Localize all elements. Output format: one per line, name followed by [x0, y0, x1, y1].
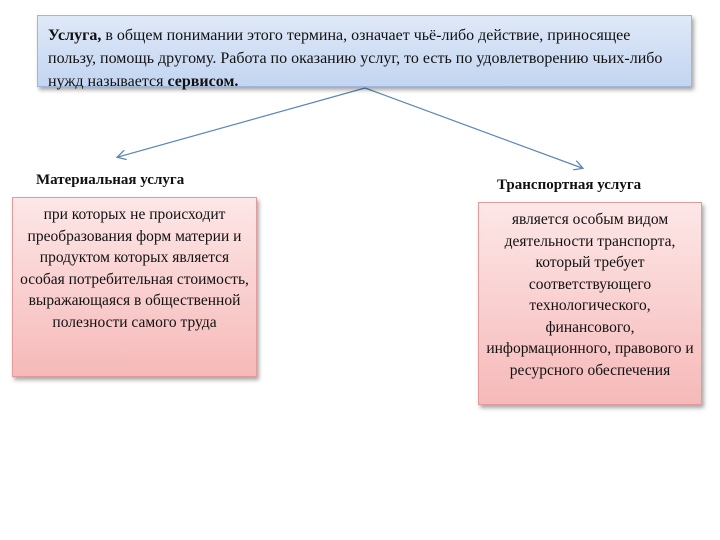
service-definition-box [37, 15, 692, 90]
material-service-box [12, 197, 257, 377]
definition-text: в общем понимании этого термина, означает чьё-либо действие, приносящее пользу, помощь другому. Работа по оказанию услуг, то есть по удовлетворению чьих-либо нужд называется [48, 27, 663, 90]
term-label: Услуга, [48, 27, 102, 44]
service-highlight: сервисом. [167, 73, 239, 90]
arrow-to-transport [365, 88, 582, 168]
transport-service-heading: Транспортная услуга [497, 177, 642, 193]
arrow-to-material [118, 88, 365, 157]
material-service-heading: Материальная услуга [36, 172, 185, 188]
transport-service-box [478, 202, 702, 405]
material-service-text: при которых не происходит преобразования форм материи и продуктом которых является особая потребительная стоимость, выражающаяся в общественной полезности самого труда [20, 206, 249, 331]
transport-service-text: является особым видом деятельности транспорта, который требует соответствующего технологического, финансового, информационного, правового и ресурсного обеспечения [486, 211, 694, 379]
